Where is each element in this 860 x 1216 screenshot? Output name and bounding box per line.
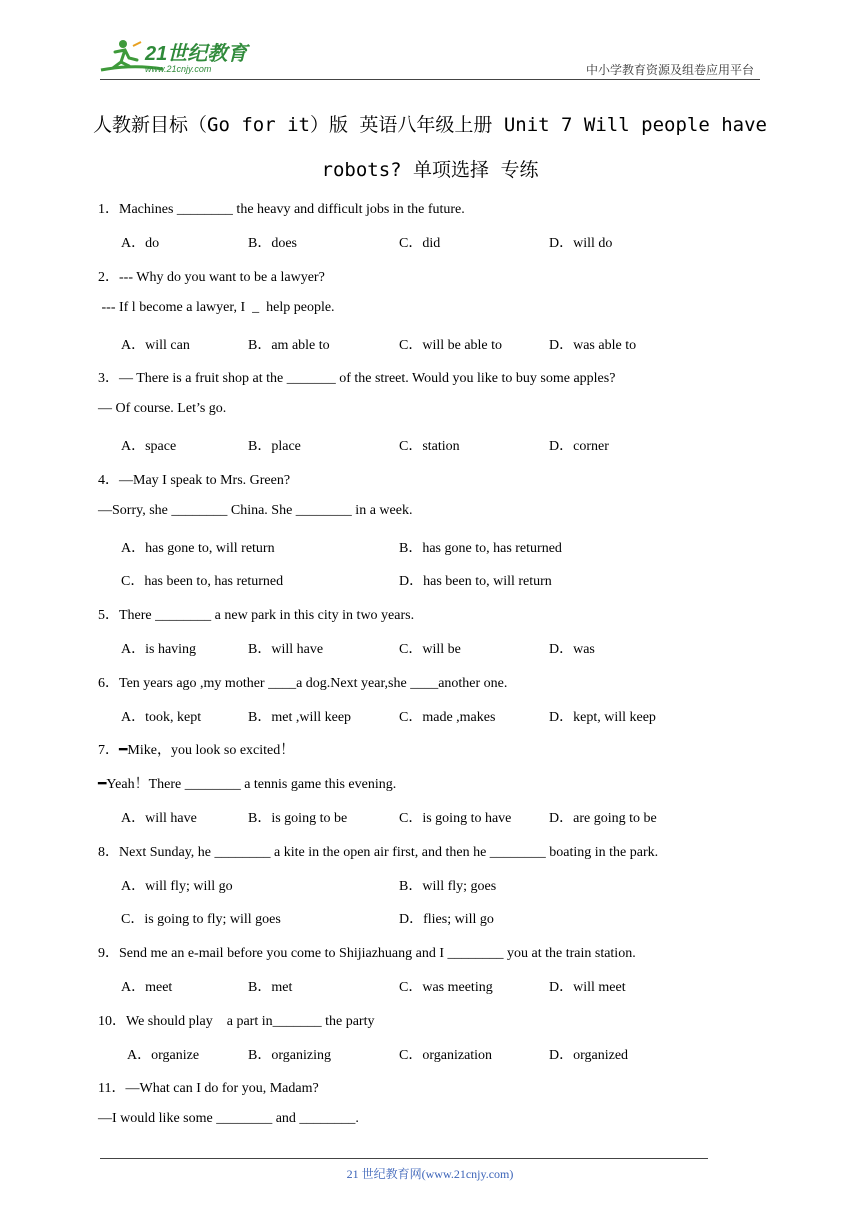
question-1: 1．Machines ________ the heavy and difficult jobs in the future. bbox=[98, 202, 465, 217]
q1-option-a: A．do bbox=[121, 236, 160, 251]
q9-option-a: A．meet bbox=[121, 980, 173, 995]
q4-option-c: C．has been to, has returned bbox=[121, 574, 284, 589]
q5-option-d: D．was bbox=[549, 642, 595, 657]
q7-option-c: C．is going to have bbox=[399, 811, 512, 826]
q7-option-a: A．will have bbox=[121, 811, 197, 826]
q2-option-d: D．was able to bbox=[549, 338, 637, 353]
q10-option-b: B．organizing bbox=[248, 1048, 331, 1063]
q2-option-c: C．will be able to bbox=[399, 338, 503, 353]
q4-option-d: D．has been to, will return bbox=[399, 574, 552, 589]
logo-icon bbox=[93, 36, 263, 78]
question-9: 9．Send me an e-mail before you come to Shijiazhuang and I ________ you at the train station. bbox=[98, 946, 636, 961]
q10-option-c: C．organization bbox=[399, 1048, 493, 1063]
q8-option-a: A．will fly; will go bbox=[121, 879, 233, 894]
header-divider bbox=[100, 79, 760, 80]
q6-option-d: D．kept, will keep bbox=[549, 710, 656, 725]
question-6: 6．Ten years ago ,my mother ____a dog.Next year,she ____another one. bbox=[98, 676, 508, 691]
q5-option-a: A．is having bbox=[121, 642, 197, 657]
q10-option-a: A．organize bbox=[127, 1048, 200, 1063]
question-10: 10．We should play a part in_______ the party bbox=[98, 1014, 375, 1029]
q10-option-d: D．organized bbox=[549, 1048, 629, 1063]
q8-option-d: D．flies; will go bbox=[399, 912, 494, 927]
q7-option-d: D．are going to be bbox=[549, 811, 657, 826]
q1-option-c: C．did bbox=[399, 236, 441, 251]
q6-option-c: C．made ,makes bbox=[399, 710, 496, 725]
question-7-line2: ━Yeah！There ________ a tennis game this evening. bbox=[98, 777, 397, 792]
question-4-line2: —Sorry, she ________ China. She ________ in a week. bbox=[98, 503, 413, 518]
q1-option-b: B．does bbox=[248, 236, 297, 251]
question-11: 11．—What can I do for you, Madam? bbox=[98, 1081, 319, 1096]
q8-option-b: B．will fly; goes bbox=[399, 879, 497, 894]
q4-option-a: A．has gone to, will return bbox=[121, 541, 275, 556]
q8-option-c: C．is going to fly; will goes bbox=[121, 912, 281, 927]
q3-option-a: A．space bbox=[121, 439, 177, 454]
q5-option-b: B．will have bbox=[248, 642, 324, 657]
question-8: 8．Next Sunday, he ________ a kite in the open air first, and then he ________ boating in the park. bbox=[98, 845, 659, 860]
page-title-line1: 人教新目标（Go for it）版 英语八年级上册 Unit 7 Will people have bbox=[93, 114, 767, 136]
page-header bbox=[0, 0, 860, 82]
q6-option-b: B．met ,will keep bbox=[248, 710, 352, 725]
q9-option-c: C．was meeting bbox=[399, 980, 493, 995]
footer-link[interactable]: 21 世纪教育网(www.21cnjy.com) bbox=[346, 1167, 514, 1181]
q9-option-d: D．will meet bbox=[549, 980, 626, 995]
q2-option-a: A．will can bbox=[121, 338, 190, 353]
q3-option-c: C．station bbox=[399, 439, 460, 454]
question-7: 7．━Mike，you look so excited！ bbox=[98, 743, 295, 758]
logo-text: 21世纪教育 bbox=[145, 43, 248, 65]
question-2-line2: --- If l become a lawyer, I _ help people. bbox=[98, 300, 335, 315]
question-3: 3．— There is a fruit shop at the _______ of the street. Would you like to buy some apples? bbox=[98, 371, 616, 386]
q4-option-b: B．has gone to, has returned bbox=[399, 541, 562, 556]
page-title-line2: robots? 单项选择 专练 bbox=[321, 159, 539, 181]
q7-option-b: B．is going to be bbox=[248, 811, 348, 826]
q2-option-b: B．am able to bbox=[248, 338, 330, 353]
q3-option-d: D．corner bbox=[549, 439, 609, 454]
question-2: 2．--- Why do you want to be a lawyer? bbox=[98, 270, 325, 285]
question-11-line2: —I would like some ________ and ________. bbox=[98, 1111, 359, 1126]
question-3-line2: — Of course. Let’s go. bbox=[98, 401, 227, 416]
q1-option-d: D．will do bbox=[549, 236, 613, 251]
q6-option-a: A．took, kept bbox=[121, 710, 202, 725]
header-platform-text: 中小学教育资源及组卷应用平台 bbox=[585, 63, 754, 77]
q9-option-b: B．met bbox=[248, 980, 293, 995]
q3-option-b: B．place bbox=[248, 439, 301, 454]
question-5: 5．There ________ a new park in this city in two years. bbox=[98, 608, 415, 623]
question-4: 4．—May I speak to Mrs. Green? bbox=[98, 473, 291, 488]
q5-option-c: C．will be bbox=[399, 642, 461, 657]
footer-divider bbox=[100, 1158, 708, 1159]
logo-url: www.21cnjy.com bbox=[145, 64, 212, 74]
